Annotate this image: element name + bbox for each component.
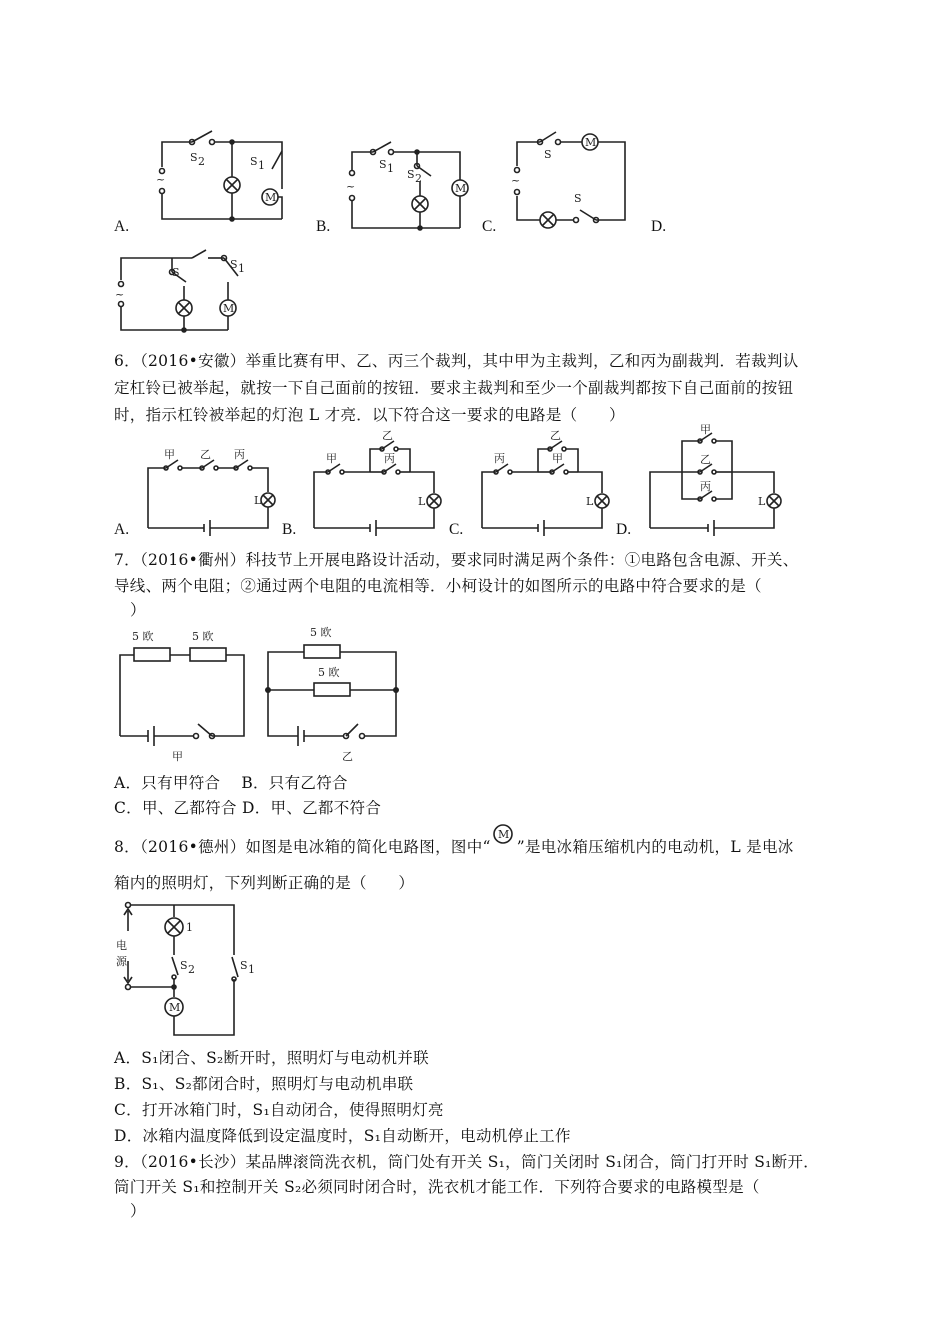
- q6-circuit-b: [306, 425, 446, 535]
- q6-option-a-label[interactable]: A.: [114, 521, 130, 538]
- q8-line1-post: ”是电冰箱压缩机内的电动机，L 是电冰: [516, 838, 794, 856]
- svg-text:电: 电: [116, 939, 127, 952]
- svg-text:甲: 甲: [700, 423, 711, 436]
- q7-text-line2: 导线、两个电阻；②通过两个电阻的电流相等．小柯设计的如图所示的电路中符合要求的是（: [114, 577, 762, 595]
- svg-text:L: L: [758, 495, 766, 508]
- svg-text:5 欧: 5 欧: [132, 630, 154, 643]
- svg-text:~: ~: [346, 180, 356, 193]
- svg-text:2: 2: [198, 155, 205, 168]
- svg-text:~: ~: [115, 288, 125, 301]
- q6-option-c-label[interactable]: C.: [449, 521, 464, 538]
- svg-text:乙: 乙: [382, 429, 393, 442]
- q8-circuit: [114, 895, 264, 1045]
- q5-option-a-label[interactable]: A.: [114, 218, 130, 235]
- q5-circuit-d: [112, 248, 272, 338]
- svg-text:L: L: [418, 495, 426, 508]
- svg-text:5 欧: 5 欧: [318, 666, 340, 679]
- svg-text:S: S: [180, 959, 188, 972]
- q8-text-line1: [114, 828, 794, 860]
- q6-circuit-a: [140, 448, 280, 533]
- q6-circuit-c: [474, 425, 614, 535]
- svg-text:甲: 甲: [552, 452, 563, 465]
- svg-text:S: S: [544, 148, 552, 161]
- svg-text:2: 2: [415, 172, 422, 185]
- q5-circuit-c: [510, 128, 630, 228]
- q6-option-d-label[interactable]: D.: [616, 521, 632, 538]
- svg-text:1: 1: [258, 159, 265, 172]
- svg-text:丙: 丙: [384, 452, 395, 465]
- q9-text-line1: 9．（2016•长沙）某品牌滚筒洗衣机，筒门处有开关 S₁，筒门关闭时 S₁闭合，筒门打开时 S₁断开．: [114, 1153, 820, 1171]
- q7-text-line1: 7．（2016•衢州）科技节上开展电路设计活动，要求同时满足两个条件：①电路包含电源、开关、: [114, 551, 799, 569]
- q5-option-c-label[interactable]: C.: [482, 218, 497, 235]
- q7-figure-jia: [116, 626, 256, 766]
- q8-option-a[interactable]: A．S₁闭合、S₂断开时，照明灯与电动机并联: [114, 1049, 429, 1067]
- q5-circuit-a: [150, 125, 300, 235]
- q6-text-line2: 定杠铃已被举起，就按一下自己面前的按钮．要求主裁判和至少一个副裁判都按下自己面前的按钮: [114, 379, 794, 397]
- svg-text:S: S: [240, 959, 248, 972]
- svg-text:乙: 乙: [700, 453, 711, 466]
- svg-text:L: L: [586, 495, 594, 508]
- svg-text:M: M: [497, 828, 510, 841]
- svg-text:甲: 甲: [326, 452, 337, 465]
- svg-text:5 欧: 5 欧: [192, 630, 214, 643]
- svg-text:乙: 乙: [200, 448, 211, 461]
- motor-icon: [491, 828, 517, 854]
- q8-text-line2: 箱内的照明灯，下列判断正确的是（ ）: [114, 874, 415, 892]
- q5a-s1-label: S: [250, 155, 258, 168]
- svg-text:1: 1: [238, 262, 245, 275]
- q5a-s2-label: S: [190, 151, 198, 164]
- svg-text:丙: 丙: [700, 480, 711, 493]
- q9-text-line2: 筒门开关 S₁和控制开关 S₂必须同时闭合时，洗衣机才能工作．下列符合要求的电路模型是（: [114, 1178, 760, 1196]
- svg-text:S: S: [407, 168, 415, 181]
- svg-text:S: S: [172, 266, 180, 279]
- svg-text:甲: 甲: [164, 448, 175, 461]
- svg-text:L: L: [254, 494, 262, 507]
- q5-circuit-b: [345, 140, 475, 240]
- svg-text:丙: 丙: [234, 448, 245, 461]
- svg-text:~: ~: [511, 174, 521, 187]
- svg-text:乙: 乙: [550, 429, 561, 442]
- q8-line1-pre: 8．（2016•德州）如图是电冰箱的简化电路图，图中“: [114, 838, 491, 856]
- q8-option-b[interactable]: B．S₁、S₂都闭合时，照明灯与电动机串联: [114, 1075, 414, 1093]
- svg-text:~: ~: [156, 173, 166, 186]
- svg-text:1: 1: [186, 921, 193, 934]
- svg-text:M: M: [223, 302, 235, 315]
- q6-text-line1: 6．（2016•安徽）举重比赛有甲、乙、丙三个裁判，其中甲为主裁判，乙和丙为副裁判．若裁判认: [114, 352, 799, 370]
- svg-text:S: S: [230, 258, 238, 271]
- q7-text-line3: ）: [130, 601, 146, 619]
- svg-text:2: 2: [188, 963, 195, 976]
- q8-option-c[interactable]: C．打开冰箱门时，S₁自动闭合，使得照明灯亮: [114, 1101, 444, 1119]
- q9-text-line3: ）: [130, 1202, 146, 1220]
- q5-option-b-label[interactable]: B.: [316, 218, 331, 235]
- svg-text:1: 1: [387, 162, 394, 175]
- q6-circuit-d: [642, 425, 792, 535]
- svg-text:M: M: [585, 136, 597, 149]
- q7-options-cd[interactable]: C．甲、乙都符合 D．甲、乙都不符合: [114, 799, 382, 817]
- svg-text:5 欧: 5 欧: [310, 626, 332, 639]
- q6-option-b-label[interactable]: B.: [282, 521, 297, 538]
- svg-text:1: 1: [248, 963, 255, 976]
- svg-text:甲: 甲: [172, 750, 183, 763]
- svg-text:S: S: [574, 192, 582, 205]
- svg-text:S: S: [379, 158, 387, 171]
- svg-text:M: M: [265, 191, 277, 204]
- q8-option-d[interactable]: D．冰箱内温度降低到设定温度时，S₁自动断开，电动机停止工作: [114, 1127, 571, 1145]
- q5-option-d-label[interactable]: D.: [651, 218, 667, 235]
- svg-text:M: M: [455, 182, 467, 195]
- svg-text:M: M: [169, 1001, 181, 1014]
- q7-figure-yi: [262, 622, 412, 772]
- svg-text:丙: 丙: [494, 452, 505, 465]
- svg-text:源: 源: [116, 955, 127, 968]
- q7-options-ab[interactable]: A．只有甲符合 B．只有乙符合: [114, 774, 348, 792]
- svg-text:乙: 乙: [342, 750, 353, 763]
- q6-text-line3: 时，指示杠铃被举起的灯泡 L 才亮．以下符合这一要求的电路是（ ）: [114, 406, 625, 424]
